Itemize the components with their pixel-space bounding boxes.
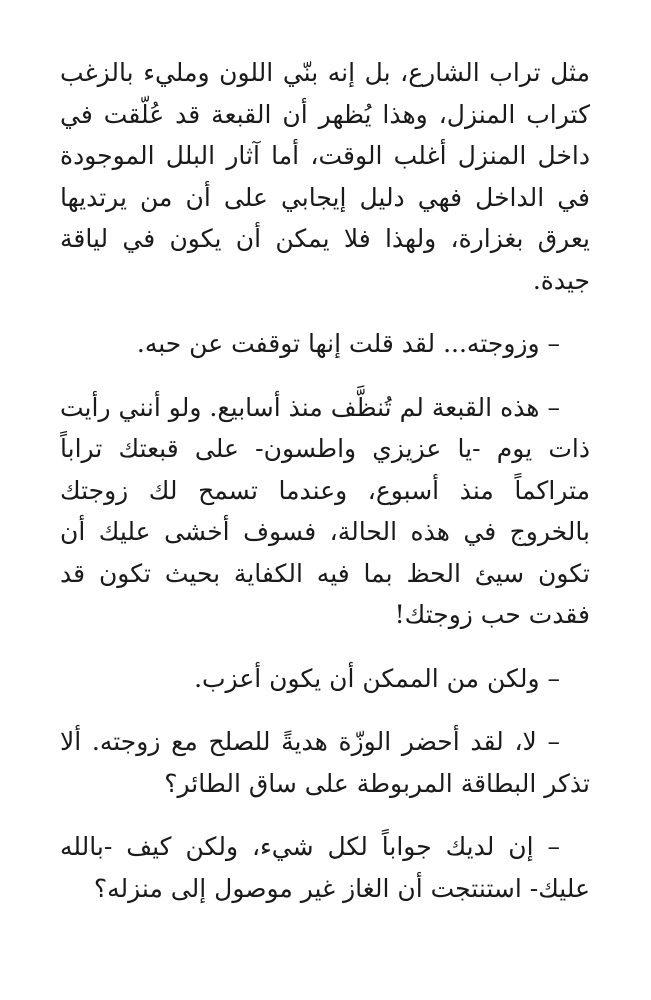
paragraph-hat-dust: مثل تراب الشارع، بل إنه بنّي اللون ومليء بالزغب كتراب المنزل، وهذا يُظهر أن القبعة قد عُلّقت في داخل المنزل أغلب الوقت، أما آثار البلل الموجودة في الداخل فهي دليل إيجابي على أن من يرتديها يعرق بغزارة، ولهذا فلا يمكن أن يكون في لياقة جيدة. — [60, 58, 590, 295]
book-page-text — [60, 52, 590, 931]
paragraph-goose-gift: – لا، لقد أحضر الوزّة هديةً للصلح مع زوجته. ألا تذكر البطاقة المربوطة على ساق الطائر؟ — [60, 727, 590, 798]
paragraph-gas-question: – إن لديك جواباً لكل شيء، ولكن كيف -بالله عليك- استنتجت أن الغاز غير موصول إلى منزله؟ — [60, 832, 590, 903]
paragraph-wife-love: – وزوجته... لقد قلت إنها توقفت عن حبه. — [136, 329, 560, 358]
paragraph-bachelor: – ولكن من الممكن أن يكون أعزب. — [194, 663, 560, 693]
paragraph-hat-not-cleaned: – هذه القبعة لم تُنظَّف منذ أسابيع. ولو أنني رأيت ذات يوم -يا عزيزي واطسون- على قبعتك تراباً متراكماً منذ أسبوع، وعندما تسمح لك زوجتك بالخروج في هذه الحالة، فسوف أخشى عليك أن تكون سيئ الحظ بما فيه الكفاية بحيث تكون قد فقدت حب زوجتك! — [60, 392, 590, 629]
